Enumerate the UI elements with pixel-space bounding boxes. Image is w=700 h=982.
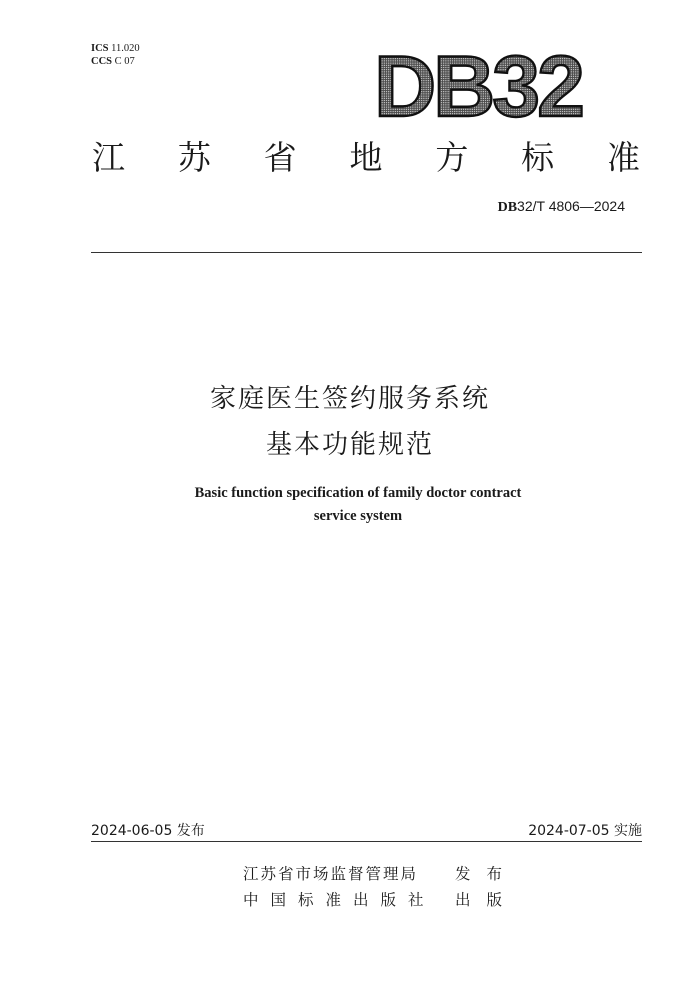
title-zh-line1: 家庭医生签约服务系统 [209, 384, 490, 414]
db32-logo [370, 40, 590, 126]
ccs-line [91, 55, 140, 68]
ccs-label: CCS [91, 56, 113, 67]
ics-code: 11.020 [111, 43, 140, 54]
publish-date: 2024-06-05 发布 [91, 823, 205, 839]
issuer-authority: 江苏省市场监督管理局 [243, 865, 419, 883]
standard-type-char: 地 [349, 138, 383, 177]
classification-codes [91, 42, 140, 68]
title-en-line2: service system [313, 508, 403, 524]
title-en-line1: Basic function specification of family doctor contract [194, 485, 522, 501]
ccs-code: C 07 [114, 56, 135, 67]
issuer-publisher-action: 出版 [455, 891, 519, 909]
top-divider [91, 252, 642, 253]
standard-number-prefix: DB [497, 200, 518, 215]
standard-type-char: 方 [435, 138, 469, 177]
standard-type-char: 准 [606, 138, 640, 177]
implement-date: 2024-07-05 实施 [528, 823, 642, 839]
title-zh-line2: 基本功能规范 [265, 430, 434, 460]
standard-type-char: 苏 [177, 138, 211, 177]
issuer-publisher: 中国标准出版社 [243, 891, 436, 909]
db32-logo-text: DB32 [374, 40, 582, 126]
ics-line [91, 42, 140, 55]
issuer-authority-action: 发布 [455, 865, 519, 883]
standard-type-char: 省 [263, 138, 297, 177]
ics-label: ICS [91, 43, 109, 54]
bottom-divider [91, 841, 642, 842]
standard-type-char: 标 [521, 138, 555, 177]
title-en [0, 482, 700, 528]
standard-type-char: 江 [92, 138, 125, 177]
standard-type-title [92, 138, 640, 178]
standard-number-rest: 32/T 4806—2024 [517, 198, 625, 214]
standard-number [498, 198, 625, 216]
